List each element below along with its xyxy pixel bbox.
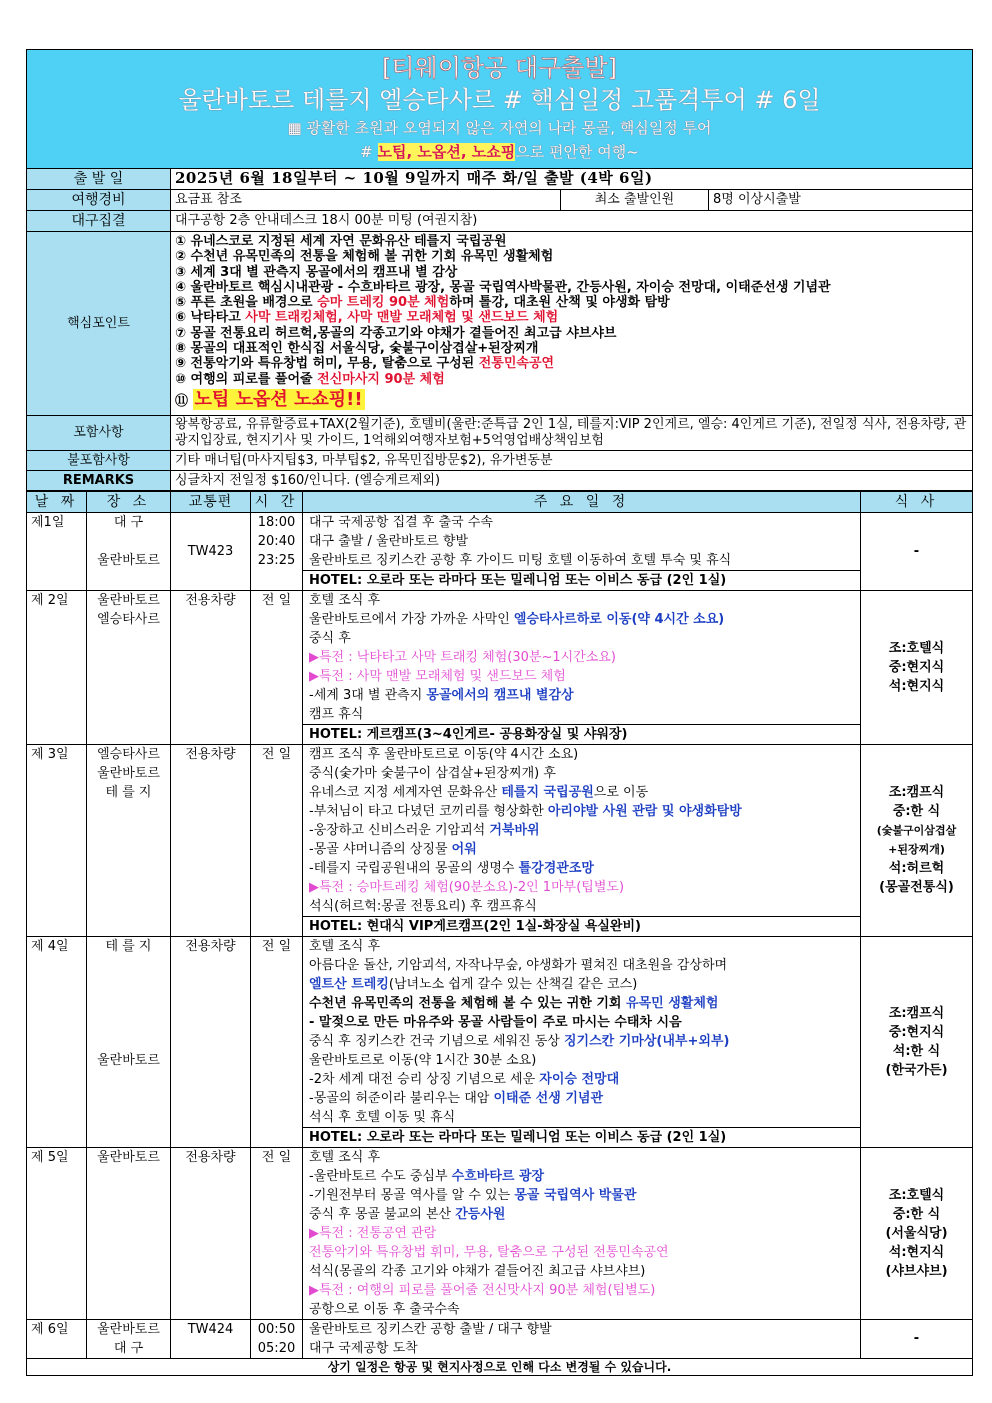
point-11: ⑪ 노팁 노옵션 노쇼핑!! [175,388,363,410]
point-3: ③ 세계 3대 별 관측지 몽골에서의 캠프내 별 감상 [175,264,458,280]
day-1-hotel: HOTEL: 오로라 또는 라마다 또는 밀레니엄 또는 이비스 동급 (2인 1실) [303,570,860,590]
day-4-place: 테 를 지 울란바토르 [87,936,171,1147]
title-line-1: [티웨이항공 대구출발] [381,54,617,82]
point-1: ① 유네스코로 지정된 세계 자연 문화유산 테를지 국립공원 [175,234,507,249]
points-label: 핵심포인트 [27,232,171,416]
day-1-time: 18:00 20:40 23:25 [251,512,303,590]
title-line-2: 울란바토르 테를지 엘승타사르 # 핵심일정 고품격투어 # 6일 [178,86,821,114]
point-9: ⑨ 전통악기와 특유창법 허미, 무용, 탈춤으로 구성된 전통민속공연 [175,356,555,372]
day-3-date: 제 3일 [27,744,87,936]
point-5: ⑤ 푸른 초원을 배경으로 승마 트레킹 90분 체험하며 톨강, 대초원 산책 및 야생화 탐방 [175,295,670,311]
col-place: 장 소 [87,491,171,512]
day-1-schedule: 대구 국제공항 집결 후 출국 수속 대구 출발 / 울란바토르 향발 울란바토르 징키스칸 공항 후 가이드 미팅 호텔 이동하여 호텔 투숙 및 휴식 HOTEL: 오로라 또는 라마다 또는 밀레니엄 또는 이비스 동급 (2인 1실) [303,512,861,590]
subtitle: ▦ 광활한 초원과 오염되지 않은 자연의 나라 몽골, 핵심일정 투어 [287,119,712,137]
col-schedule: 주 요 일 정 [303,491,861,512]
day-6-row [27,1319,973,1358]
day-5-place: 울란바토르 [87,1147,171,1319]
day-2-date: 제 2일 [27,590,87,744]
day-4-time: 전 일 [251,936,303,1147]
point-6: ⑥ 낙타타고 사막 트래킹체험, 사막 맨발 모래체험 및 샌드보드 체험 [175,310,559,326]
itinerary-sheet [26,49,972,1376]
day-4-row [27,936,973,1147]
col-time: 시 간 [251,491,303,512]
schedule-table [26,491,973,1376]
day-6-time: 00:50 05:20 [251,1319,303,1358]
meet-value: 대구공항 2층 안내데스크 18시 00분 미팅 (여권지참) [171,211,973,232]
excluded-label: 불포함사항 [27,450,171,470]
day-2-time: 전 일 [251,590,303,744]
day-2-row [27,590,973,744]
remarks-value: 싱글차지 전일정 $160/인니다. (엘승게르제외) [171,470,973,490]
day-2-hotel: HOTEL: 게르캠프(3~4인게르- 공용화장실 및 샤워장) [303,724,860,744]
day-5-schedule: 호텔 조식 후 -울란바토르 수도 중심부 수흐바타르 광장 -기원전부터 몽골 역사를 알 수 있는 몽골 국립역사 박물관 중식 후 몽골 불교의 본산 간등사원 ▶특전 : 전통공연 관람 전통악기와 특유창법 휘미, 무용, 탈춤으로 구성된 전통민속공연 석식(몽골의 각종 고기와 야채가 곁들어진 최고급 샤브샤브) ▶특전 : 여행의 피로를 풀어줄 전신맛사지 90분 체험(팁별도) 공항으로 이동 후 출국수속 [303,1147,861,1319]
day-2-place: 울란바토르 엘승타사르 [87,590,171,744]
day-3-transport: 전용차량 [171,744,251,936]
tagline: # 노팁, 노옵션, 노쇼핑으로 편안한 여행~ [360,143,639,161]
cost-value: 요금표 참조 [171,190,561,211]
day-5-meal: 조:호텔식 중:한 식 (서울식당) 석:현지식 (샤브샤브) [861,1147,973,1319]
day-3-schedule: 캠프 조식 후 울란바토르로 이동(약 4시간 소요) 중식(숯가마 숯불구이 삼겹살+된장찌개) 후 유네스코 지정 세계자연 문화유산 테를지 국립공원으로 이동 -부처님이 타고 다녔던 코끼리를 형상화한 아리야발 사원 관람 및 야생화탐방 -웅장하고 신비스러운 기암괴석 거북바위 -몽골 샤머니즘의 상징물 어워 -테를지 국립공원내의 몽골의 생명수 톨강경관조망 ▶특전 : 승마트레킹 체험(90분소요)-2인 1마부(팁별도) 석식(허르헉:몽골 전통요리) 후 캠프휴식 HOTEL: 현대식 VIP게르캠프(2인 1실-화장실 욕실완비) [303,744,861,936]
day-5-time: 전 일 [251,1147,303,1319]
day-3-time: 전 일 [251,744,303,936]
day-5-date: 제 5일 [27,1147,87,1319]
min-value: 8명 이상시출발 [709,190,973,211]
day-3-place: 엘승타사르 울란바토르 테 를 지 [87,744,171,936]
included-value: 왕복항공료, 유류할증료+TAX(2월기준), 호텔비(울란:준특급 2인 1실, 테를지:VIP 2인게르, 엘승: 4인게르 기준), 전일정 식사, 전용차량, 관광지입장료, 현지기사 및 가이드, 1억해외여행자보험+5억영업배상책임보험 [171,415,973,450]
day-1-row [27,512,973,590]
day-1-date: 제1일 [27,512,87,590]
day-2-transport: 전용차량 [171,590,251,744]
day-1-transport: TW423 [171,512,251,590]
meet-label: 대구집결 [27,211,171,232]
day-3-hotel: HOTEL: 현대식 VIP게르캠프(2인 1실-화장실 욕실완비) [303,916,860,936]
day-6-meal: - [861,1319,973,1358]
cost-label: 여행경비 [27,190,171,211]
title-banner [27,50,973,169]
depart-value: 2025년 6월 18일부터 ~ 10월 9일까지 매주 화/일 출발 (4박 6일) [171,169,973,190]
included-label: 포함사항 [27,415,171,450]
day-4-hotel: HOTEL: 오로라 또는 라마다 또는 밀레니엄 또는 이비스 동급 (2인 1실) [303,1127,860,1147]
schedule-header-row [27,491,973,512]
footer-note: 상기 일정은 항공 및 현지사정으로 인해 다소 변경될 수 있습니다. [27,1358,973,1375]
day-4-schedule: 호텔 조식 후 아름다운 돌산, 기암괴석, 자작나무숲, 야생화가 펼쳐진 대초원을 감상하며 엘트산 트레킹(남녀노소 쉽게 갈수 있는 산책길 같은 코스) 수천년 유목민족의 전통을 체험해 볼 수 있는 귀한 기회 유목민 생활체험 - 말젖으로 만든 마유주와 몽골 사람들이 주로 마시는 수태차 시음 중식 후 징키스칸 건국 기념으로 세워진 동상 징기스칸 기마상(내부+외부) 울란바토르로 이동(약 1시간 30분 소요) -2차 세계 대전 승리 상징 기념으로 세운 자이승 전망대 -몽골의 허준이라 불리우는 대암 이태준 선생 기념관 석식 후 호텔 이동 및 휴식 HOTEL: 오로라 또는 라마다 또는 밀레니엄 또는 이비스 동급 (2인 1실) [303,936,861,1147]
point-7: ⑦ 몽골 전통요리 허르헉,몽골의 각종고기와 야채가 곁들어진 최고급 샤브샤브 [175,325,617,341]
day-4-transport: 전용차량 [171,936,251,1147]
day-1-place: 대 구 울란바토르 [87,512,171,590]
day-4-meal: 조:캠프식 중:현지식 석:한 식 (한국가든) [861,936,973,1147]
col-transport: 교통편 [171,491,251,512]
point-8: ⑧ 몽골의 대표적인 한식집 서울식당, 숯불구이삼겹살+된장찌개 [175,341,539,357]
remarks-label: REMARKS [27,470,171,490]
depart-label: 출 발 일 [27,169,171,190]
excluded-value: 기타 매너팁(마사지팁$3, 마부팁$2, 유목민집방문$2), 유가변동분 [171,450,973,470]
point-4: ④ 울란바토르 핵심시내관광 - 수흐바타르 광장, 몽골 국립역사박물관, 간등사원, 자이승 전망대, 이태준선생 기념관 [175,279,831,295]
day-3-meal: 조:캠프식 중:한 식 (숯불구이삼겹살 +된장찌개) 석:허르헉 (몽골전통식) [861,744,973,936]
day-2-meal: 조:호텔식 중:현지식 석:현지식 [861,590,973,744]
point-10: ⑩ 여행의 피로를 풀어줄 전신마사지 90분 체험 [175,371,445,387]
col-meal: 식 사 [861,491,973,512]
day-4-date: 제 4일 [27,936,87,1147]
col-date: 날 짜 [27,491,87,512]
day-6-transport: TW424 [171,1319,251,1358]
day-6-date: 제 6일 [27,1319,87,1358]
day-1-meal: - [861,512,973,590]
day-6-place: 울란바토르 대 구 [87,1319,171,1358]
min-label: 최소 출발인원 [561,190,709,211]
point-2: ② 수천년 유목민족의 전통을 체험해 볼 귀한 기회 유목민 생활체험 [175,249,554,265]
day-5-transport: 전용차량 [171,1147,251,1319]
day-6-schedule: 울란바토르 징키스칸 공항 출발 / 대구 향발 대구 국제공항 도착 [303,1319,861,1358]
tagline-highlight: 노팁, 노옵션, 노쇼핑 [377,143,516,161]
points-list [171,232,973,416]
day-5-row [27,1147,973,1319]
info-table [26,49,973,491]
no-tip-highlight: 노팁 노옵션 노쇼핑!! [194,388,363,410]
day-2-schedule: 호텔 조식 후 울란바토르에서 가장 가까운 사막인 엘승타사르하로 이동(약 4시간 소요) 중식 후 ▶특전 : 낙타타고 사막 트래킹 체험(30분~1시간소요) ▶특전 : 사막 맨발 모래체험 및 샌드보드 체험 -세계 3대 별 관측지 몽골에서의 캠프내 별감상 캠프 휴식 HOTEL: 게르캠프(3~4인게르- 공용화장실 및 샤워장) [303,590,861,744]
day-3-row [27,744,973,936]
